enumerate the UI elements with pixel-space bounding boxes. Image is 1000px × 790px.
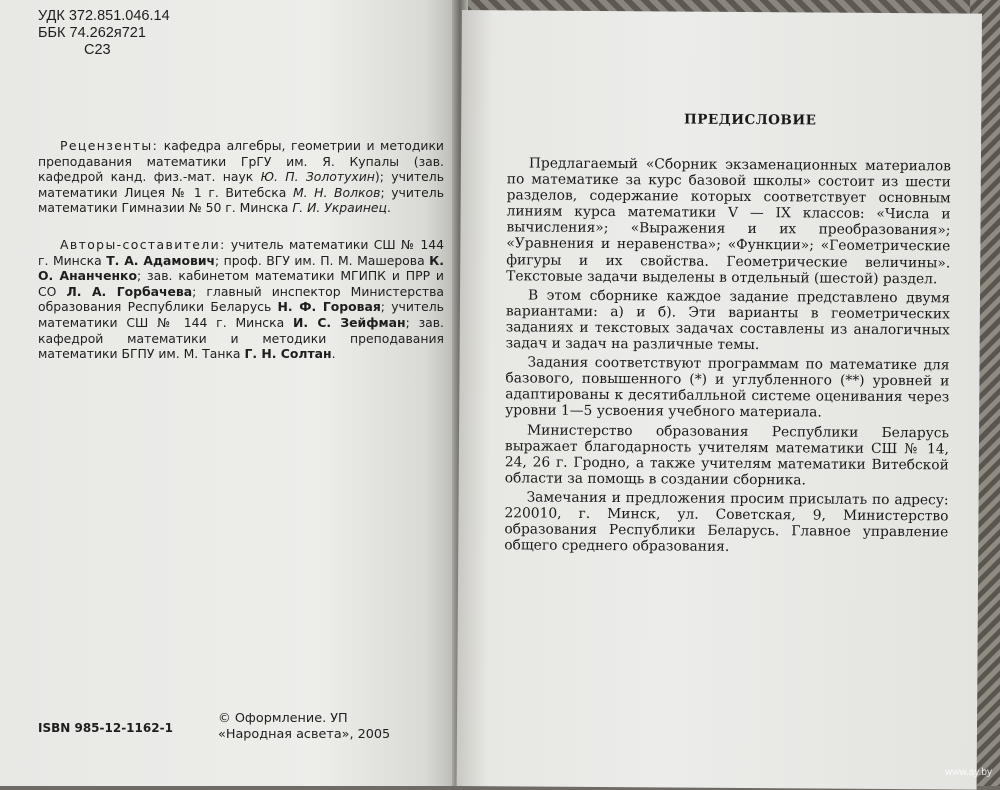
site-watermark: www.ay.by — [944, 767, 992, 778]
classification-codes — [38, 8, 170, 59]
authors-text: ; главный инспектор Министерства образования Республики Беларусь — [38, 283, 445, 315]
bbk-code: ББК 74.262я721 — [38, 25, 146, 41]
authors-text: . — [331, 346, 336, 362]
left-page — [0, 0, 458, 786]
reviewers-text: кафедра алгебры, геометрии и методики преподавания математики ГрГУ им. Я. Купалы (зав. кафедрой канд. физ.-мат. наук — [38, 138, 444, 185]
author-name: Г. Н. Солтан — [244, 346, 332, 362]
preface-paragraph: Замечания и предложения просим присылать по адресу: 220010, г. Минск, ул. Советская, 9, Министерство образования Республики Беларусь. Главное управление общего среднего образования. — [504, 489, 949, 556]
isbn: ISBN 985-12-1162-1 — [38, 721, 173, 735]
authors-text: ; зав. кабинетом математики МГИПК и ПРР и СО — [38, 268, 444, 299]
reviewer-name: Ю. П. Золотухин — [260, 169, 375, 185]
reviewers-text: . — [386, 200, 391, 216]
preface-text — [504, 155, 951, 559]
author-name: Л. А. Горбачева — [66, 283, 193, 299]
right-page — [457, 10, 982, 790]
author-name: К. О. Ананченко — [38, 252, 444, 284]
preface-paragraph: Предлагаемый «Сборник экзаменационных материалов по математике за курс базовой школы» состоит из шести разделов, содержание которых соответствует основным линиям курса математики V — IX классов: «Числа и вычисления»; «Выражения и их преобразования»; «Уравнения и неравенства»; «Функции»; «Геометрические фигуры и их свойства. Геометрические величины». Текстовые задачи выделены в отдельный (шестой) раздел. — [506, 155, 951, 287]
authors-block — [38, 237, 444, 362]
reviewers-block — [38, 138, 444, 216]
preface-paragraph: В этом сборнике каждое задание представлено двумя вариантами: а) и б). Эти варианты в геометрических заданиях и текстовых задачах составлены из аналогичных задач и задач на различные темы. — [505, 287, 951, 354]
reviewers-label: Рецензенты: — [60, 138, 159, 153]
reviewer-name: М. Н. Волков — [292, 184, 381, 200]
reviewers-text: ); учитель математики Лицея № 1 г. Витебска — [38, 169, 445, 200]
authors-text: ; учитель математики СШ № 144 г. Минска — [38, 299, 444, 330]
reviewer-name: Г. И. Украинец — [292, 200, 387, 216]
authors-label: Авторы-составители: — [60, 237, 226, 252]
author-name: Н. Ф. Горовая — [277, 299, 381, 315]
reviewers-text: ; учитель математики Гимназии № 50 г. Минска — [38, 184, 444, 216]
preface-paragraph: Министерство образования Республики Беларусь выражает благодарность учителям математики СШ № 14, 24, 26 г. Гродно, а также учителям математики Витебской области за помощь в создании сборника. — [504, 421, 950, 489]
copyright-notice: © Оформление. УП «Народная асвета», 2005 — [218, 711, 391, 742]
authors-text: ; проф. ВГУ им. П. М. Машерова — [215, 252, 430, 268]
authors-text: учитель математики СШ № 144 г. Минска — [38, 237, 444, 268]
udk-code: УДК 372.851.046.14 — [38, 8, 170, 24]
author-index: С23 — [84, 42, 111, 58]
author-name: И. С. Зейфман — [293, 314, 406, 330]
preface-paragraph: Задания соответствуют программам по математике для базового, повышенного (*) и углубленного (**) уровней и адаптированы к десятибалльной системе оценивания через уровни 1—5 усвоения учебного материала. — [505, 354, 950, 421]
author-name: Т. А. Адамович — [106, 252, 216, 268]
preface-title: ПРЕДИСЛОВИЕ — [683, 111, 817, 129]
authors-text: ; зав. кафедрой математики и методики преподавания математики БГПУ им. М. Танка — [38, 314, 444, 362]
